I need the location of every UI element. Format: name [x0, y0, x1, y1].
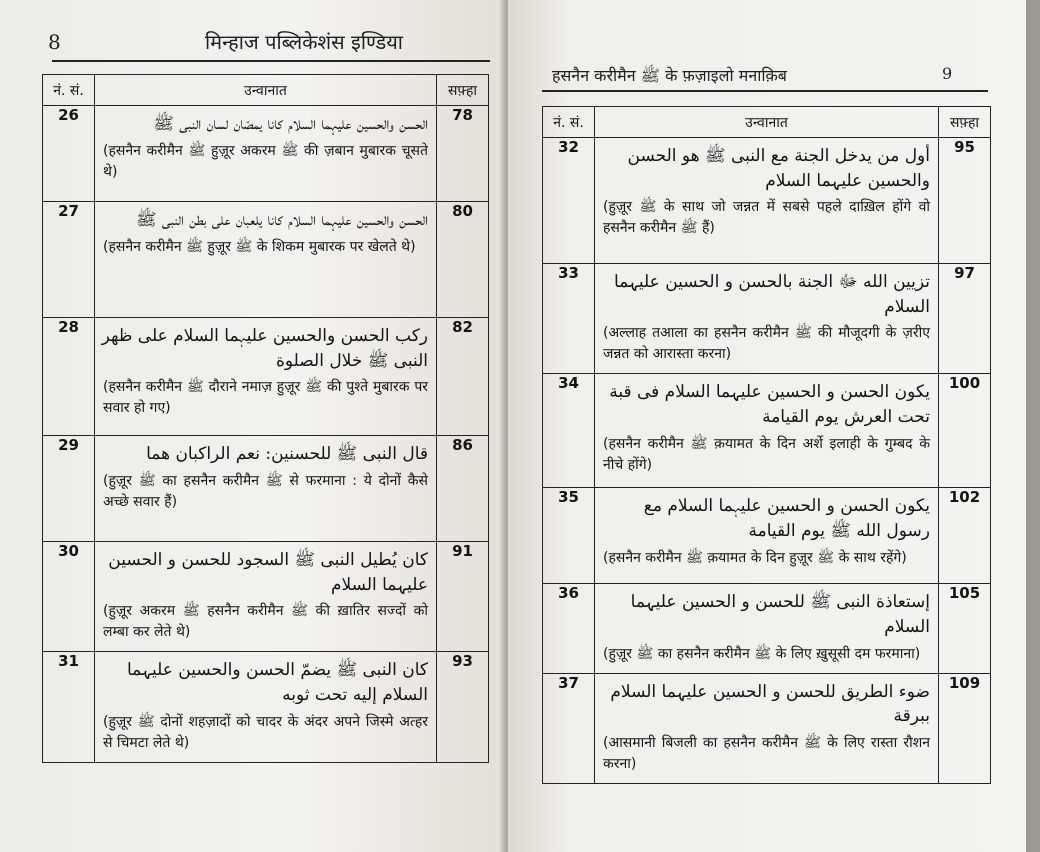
entry-page-number: 82 [437, 318, 489, 436]
entry-title [95, 202, 437, 318]
entry-number: 29 [43, 436, 95, 542]
entry-arabic-title: ركب الحسن والحسین علیہما السلام علی ظهر النبی ﷺ خلال الصلوة [101, 326, 428, 371]
entry-arabic-title: قال النبی ﷺ للحسنین: نعم الراكبان هما [146, 444, 428, 464]
entry-arabic-title: كان النبی ﷺ یضمّ الحسن والحسین علیہما السلام إلیه تحت ثوبه [126, 660, 428, 705]
entry-page-number: 102 [939, 488, 991, 584]
left-running-head: मिन्हाज पब्लिकेशंस इण्डिया [205, 30, 403, 54]
entry-number: 32 [543, 138, 595, 264]
entry-hindi-translation: (हसनैन करीमैन ﷺ हुज़ूर ﷺ के शिकम मुबारक पर खेलते थे) [103, 238, 416, 255]
entry-arabic-title: إستعاذة النبی ﷺ للحسن و الحسین علیہما السلام [630, 592, 930, 637]
entry-arabic-title: الحسن والحسین علیہما السلام كانا یمصّان لسان النبی ﷺ [153, 114, 428, 134]
left-header-rule [52, 60, 490, 62]
entry-hindi-translation: (हुज़ूर अकरम ﷺ हसनैन करीमैन ﷺ की ख़ातिर सज्दों को लम्बा कर लेते थे) [103, 603, 428, 641]
entry-page-number: 97 [939, 264, 991, 374]
toc-row [543, 488, 991, 584]
column-header-sno: नं. सं. [543, 107, 595, 138]
toc-row [543, 584, 991, 673]
entry-page-number: 80 [437, 202, 489, 318]
entry-number: 30 [43, 542, 95, 652]
entry-title [595, 138, 939, 264]
entry-title [95, 318, 437, 436]
entry-arabic-title: یكون الحسن و الحسین علیہما السلام فی قبة تحت العرش یوم القیامة [609, 382, 930, 427]
column-header-sno: नं. सं. [43, 75, 95, 106]
toc-row [43, 652, 489, 762]
entry-arabic-title: یكون الحسن و الحسین علیہما السلام مع رسول الله ﷺ یوم القیامة [643, 496, 930, 541]
entry-title [95, 542, 437, 652]
toc-row [543, 673, 991, 783]
entry-title [595, 584, 939, 673]
entry-arabic-title: ضوء الطریق للحسن و الحسین علیہما السلام ببرقة [610, 681, 930, 727]
entry-hindi-translation: (हुज़ूर ﷺ का हसनैन करीमैन ﷺ के लिए ख़ुसूसी दम फरमाना) [603, 645, 921, 662]
toc-row [43, 318, 489, 436]
column-header-title: उन्वानात [95, 75, 437, 106]
entry-number: 37 [543, 673, 595, 783]
toc-row [43, 542, 489, 652]
entry-number: 27 [43, 202, 95, 318]
entry-arabic-title: تزیین الله ﷻ الجنة بالحسن و الحسین علیہما السلام [613, 272, 930, 317]
toc-row [43, 436, 489, 542]
entry-page-number: 86 [437, 436, 489, 542]
entry-hindi-translation: (अल्लाह तआला का हसनैन करीमैन ﷺ की मौजूदगी के ज़रीए जन्नत को आरास्ता करना) [603, 325, 930, 363]
entry-title [595, 673, 939, 783]
entry-hindi-translation: (हसनैन करीमैन ﷺ क़यामत के दिन हुज़ूर ﷺ के साथ रहेंगे) [603, 549, 907, 566]
right-page [508, 0, 1026, 852]
left-table-header [43, 75, 489, 106]
entry-arabic-title: أول من یدخل الجنة مع النبی ﷺ هو الحسن والحسین علیہما السلام [627, 146, 930, 191]
column-header-title: उन्वानात [595, 107, 939, 138]
entry-hindi-translation: (आसमानी बिजली का हसनैन करीमैन ﷺ के लिए रास्ता रौशन करना) [603, 734, 930, 772]
left-page [0, 0, 505, 852]
column-header-page: सफ़्हा [437, 75, 489, 106]
entry-number: 36 [543, 584, 595, 673]
entry-title [595, 374, 939, 488]
column-header-page: सफ़्हा [939, 107, 991, 138]
entry-page-number: 78 [437, 106, 489, 202]
entry-page-number: 95 [939, 138, 991, 264]
toc-row [543, 374, 991, 488]
entry-hindi-translation: (हुज़ूर ﷺ के साथ जो जन्नत में सबसे पहले दाख़िल होंगे वो हसनैन करीमैन ﷺ हैं) [603, 199, 930, 237]
entry-title [95, 652, 437, 762]
toc-row [43, 106, 489, 202]
entry-hindi-translation: (हुज़ूर ﷺ दोनों शहज़ादों को चादर के अंदर अपने जिस्मे अत्हर से चिमटा लेते थे) [103, 713, 428, 751]
entry-title [95, 436, 437, 542]
entry-number: 35 [543, 488, 595, 584]
toc-row [543, 264, 991, 374]
right-toc-table [542, 106, 991, 784]
entry-page-number: 91 [437, 542, 489, 652]
entry-page-number: 105 [939, 584, 991, 673]
entry-number: 34 [543, 374, 595, 488]
entry-number: 33 [543, 264, 595, 374]
entry-hindi-translation: (हसनैन करीमैन ﷺ हुज़ूर अकरम ﷺ की ज़बान मुबारक चूसते थे) [103, 142, 428, 180]
entry-number: 28 [43, 318, 95, 436]
toc-row [43, 202, 489, 318]
left-page-number: 8 [48, 30, 61, 54]
entry-page-number: 109 [939, 673, 991, 783]
toc-row [543, 138, 991, 264]
entry-title [95, 106, 437, 202]
entry-hindi-translation: (हुज़ूर ﷺ का हसनैन करीमैन ﷺ से फरमाना : ये दोनों कैसे अच्छे सवार हैं) [103, 472, 428, 510]
left-toc-table [42, 74, 489, 763]
right-table-header [543, 107, 991, 138]
entry-arabic-title: الحسن والحسین علیہما السلام كانا یلعبان علی بطن النبی ﷺ [135, 210, 428, 230]
right-header-rule [542, 90, 988, 92]
right-running-head: हसनैन करीमैन ﷺ के फ़ज़ाइलो मनाक़िब [552, 66, 787, 85]
entry-hindi-translation: (हसनैन करीमैन ﷺ क़यामत के दिन अर्शे इलाही के गुम्बद के नीचे होंगे) [603, 435, 931, 473]
entry-hindi-translation: (हसनैन करीमैन ﷺ दौराने नमाज़ हुज़ूर ﷺ की पुश्ते मुबारक पर सवार हो गए) [103, 379, 428, 417]
entry-page-number: 100 [939, 374, 991, 488]
entry-title [595, 264, 939, 374]
entry-arabic-title: كان یُطیل النبی ﷺ السجود للحسن و الحسین علیہما السلام [108, 550, 428, 595]
page-edge [1026, 0, 1040, 852]
entry-number: 26 [43, 106, 95, 202]
entry-page-number: 93 [437, 652, 489, 762]
right-page-number: 9 [942, 64, 953, 83]
entry-number: 31 [43, 652, 95, 762]
entry-title [595, 488, 939, 584]
